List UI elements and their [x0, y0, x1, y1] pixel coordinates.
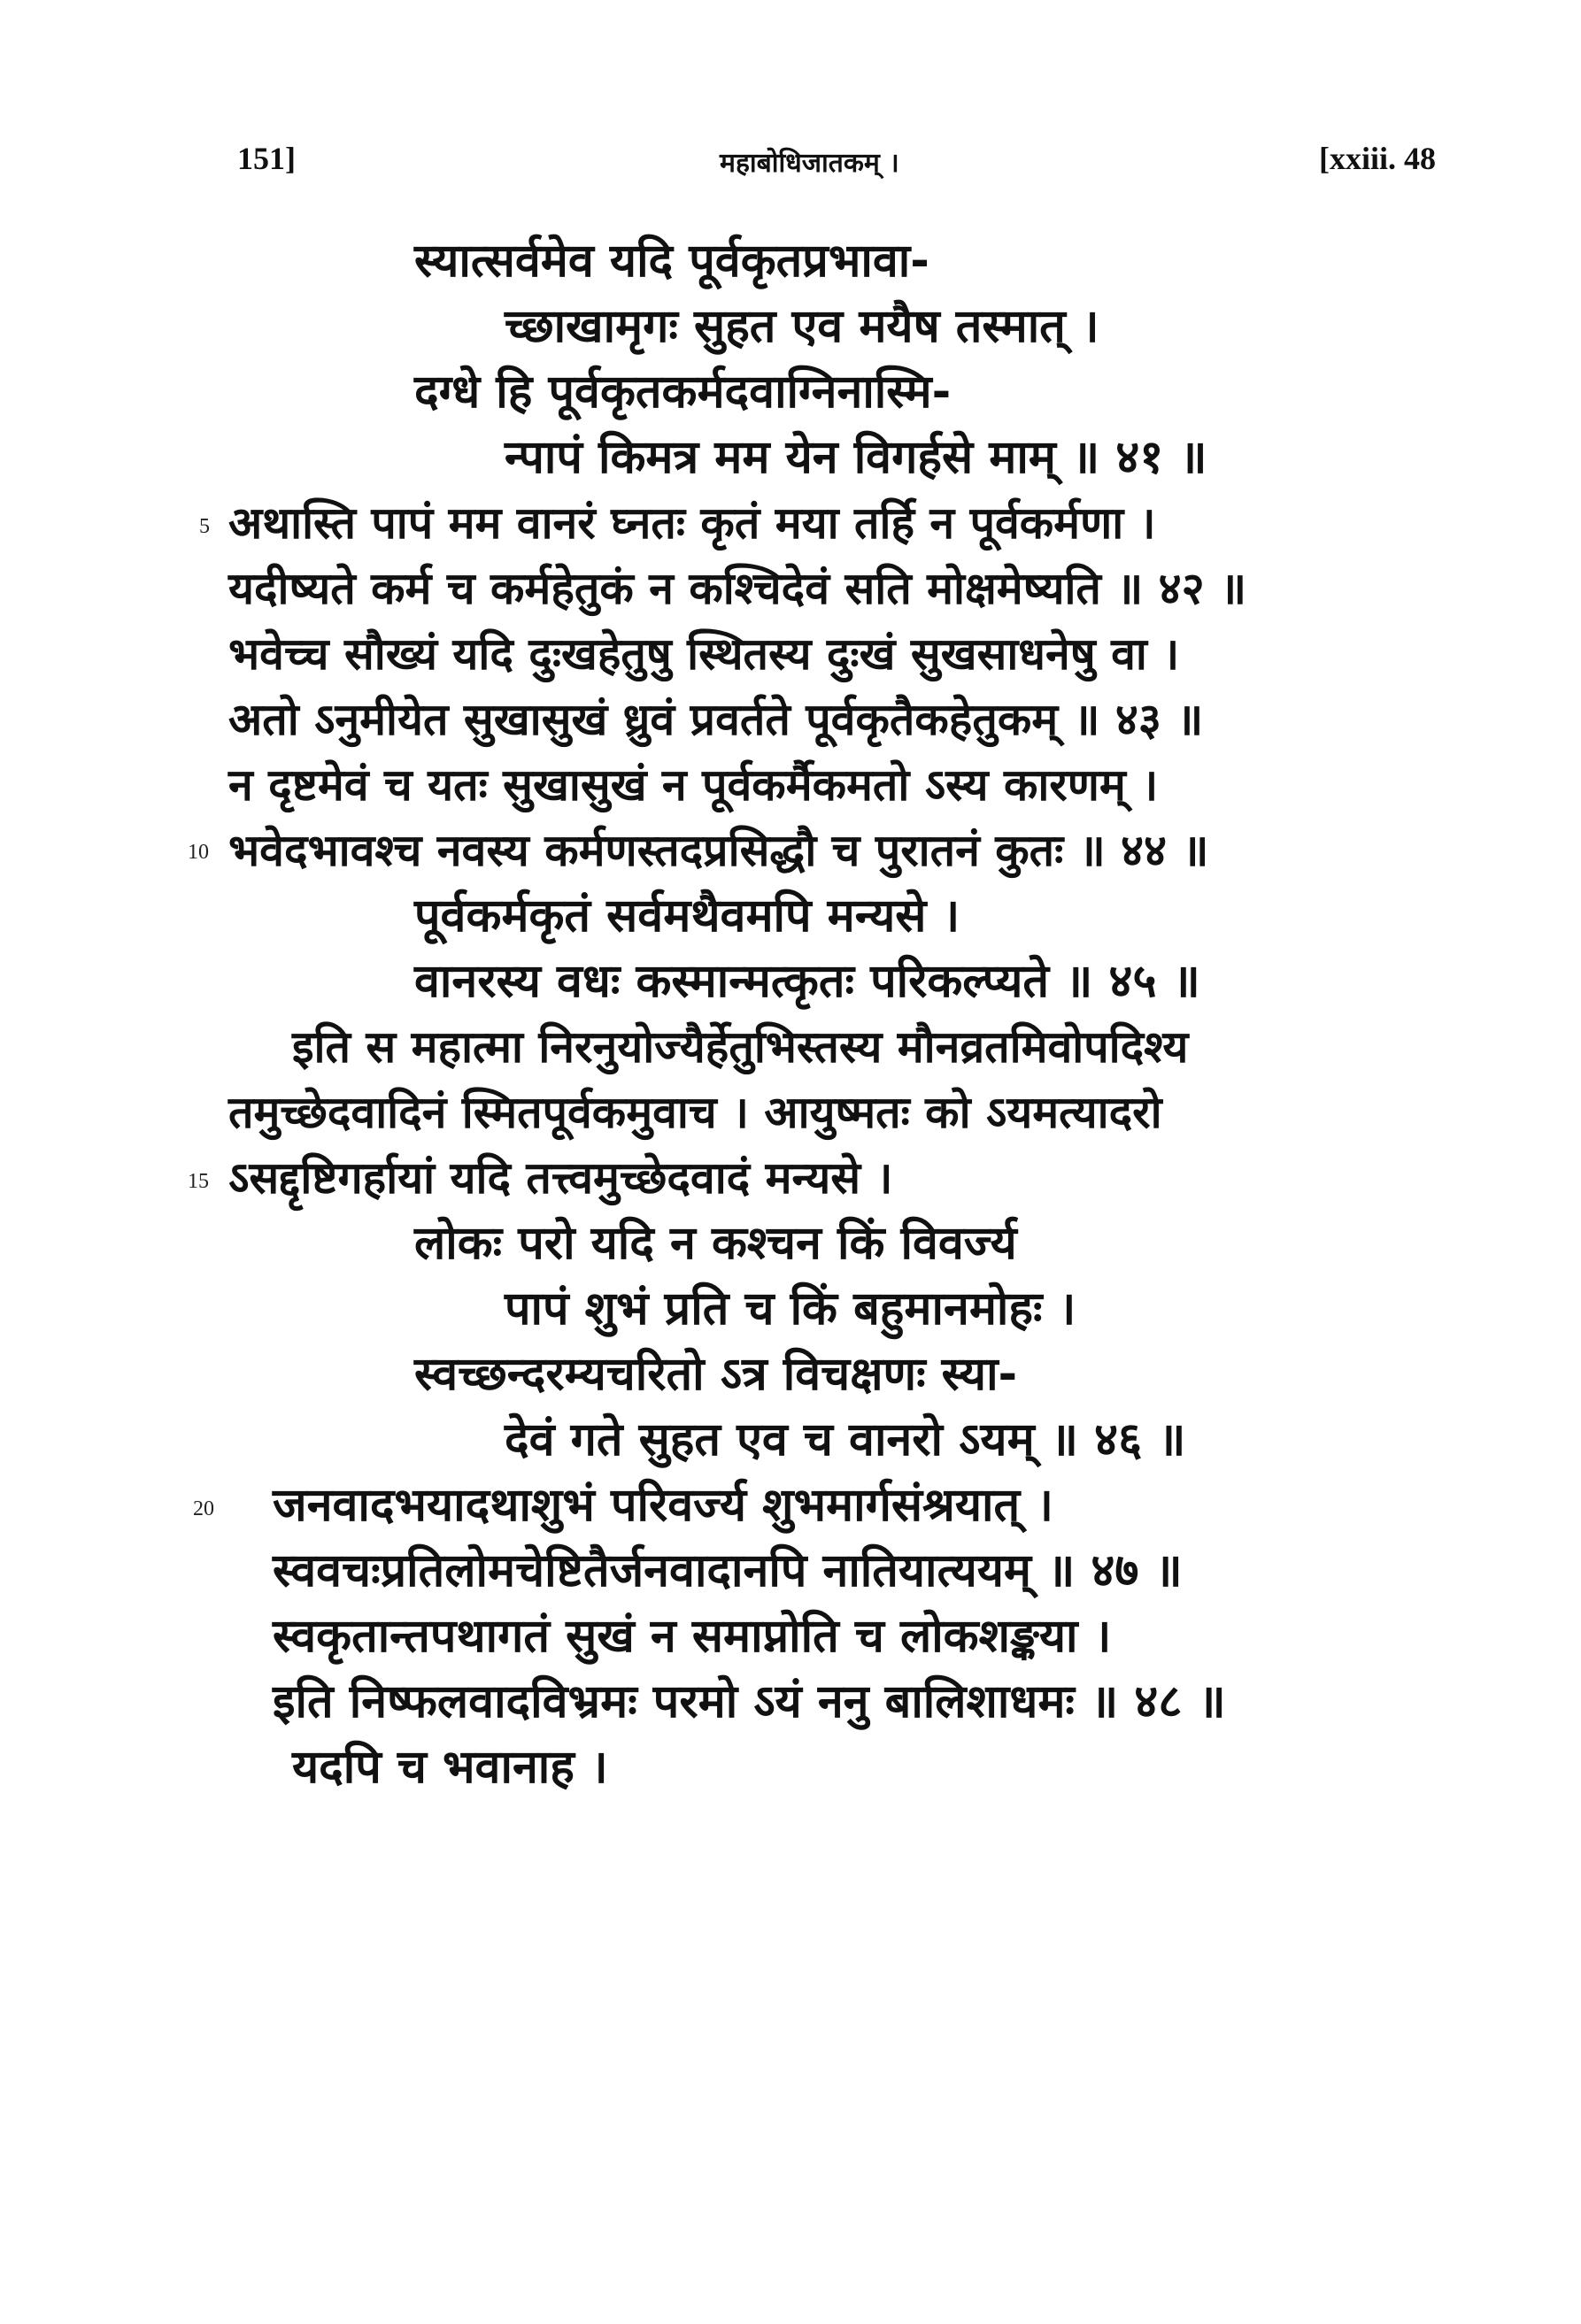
- running-title: महाबोधिजातकम् ।: [720, 148, 899, 179]
- text-line: भवेच्च सौख्यं यदि दुःखहेतुषु स्थितस्य दुःखं सुखसाधनेषु वा ।: [228, 628, 1180, 680]
- text-line: यदीष्यते कर्म च कर्महेतुकं न कश्चिदेवं सति मोक्षमेष्यति ॥ ४२ ॥: [228, 563, 1247, 614]
- text-line: अतो ऽनुमीयेत सुखासुखं ध्रुवं प्रवर्तते पूर्वकृतैकहेतुकम् ॥ ४३ ॥: [228, 694, 1204, 745]
- line-number: 20: [193, 1497, 214, 1520]
- text-line: स्यात्सर्वमेव यदि पूर्वकृतप्रभावा-: [414, 235, 929, 288]
- text-line: स्वच्छन्दरम्यचरितो ऽत्र विचक्षणः स्या-: [414, 1348, 1018, 1401]
- text-line: देवं गते सुहत एव च वानरो ऽयम् ॥ ४६ ॥: [505, 1413, 1186, 1466]
- text-line: ऽसद्दृष्टिगर्हायां यदि तत्त्वमुच्छेदवादं मन्यसे ।: [228, 1152, 893, 1204]
- text-line: तमुच्छेदवादिनं स्मितपूर्वकमुवाच । आयुष्मतः को ऽयमत्यादरो: [228, 1087, 1162, 1138]
- text-line: लोकः परो यदि न कश्चन किं विवर्ज्य: [414, 1217, 1017, 1270]
- text-line: स्ववचःप्रतिलोमचेष्टितैर्जनवादानपि नातियात्ययम् ॥ ४७ ॥: [273, 1544, 1183, 1597]
- line-number: 10: [188, 841, 209, 864]
- line-number: 5: [199, 515, 210, 538]
- text-line: न दृष्टमेवं च यतः सुखासुखं न पूर्वकर्मैकमतो ऽस्य कारणम् ।: [228, 759, 1159, 811]
- text-line: च्छाखामृगः सुहत एव मयैष तस्मात् ।: [505, 300, 1099, 353]
- section-reference: [xxiii. 48: [1319, 141, 1436, 176]
- text-line: इति निष्फलवादविभ्रमः परमो ऽयं ननु बालिशाधमः ॥ ४८ ॥: [273, 1675, 1226, 1728]
- text-line: स्वकृतान्तपथागतं सुखं न समाप्नोति च लोकशङ्कया ।: [273, 1610, 1112, 1663]
- text-line: इति स महात्मा निरनुयोज्यैर्हेतुभिस्तस्य मौनव्रतमिवोपदिश्य: [292, 1021, 1189, 1073]
- text-line: पापं शुभं प्रति च किं बहुमानमोहः ।: [505, 1282, 1076, 1335]
- text-line: जनवादभयादथाशुभं परिवर्ज्य शुभमार्गसंश्रयात् ।: [273, 1479, 1053, 1532]
- page-header: [0, 140, 1581, 193]
- text-line: वानरस्य वधः कस्मान्मत्कृतः परिकल्प्यते ॥ ४५ ॥: [414, 955, 1200, 1008]
- page-number: 151]: [237, 141, 296, 176]
- line-number: 15: [188, 1170, 209, 1193]
- text-line: पूर्वकर्मकृतं सर्वमथैवमपि मन्यसे ।: [414, 889, 960, 943]
- text-line: यदपि च भवानाह ।: [292, 1741, 608, 1794]
- text-line: भवेदभावश्च नवस्य कर्मणस्तदप्रसिद्धौ च पुरातनं कुतः ॥ ४४ ॥: [228, 825, 1209, 876]
- text-line: न्पापं किमत्र मम येन विगर्हसे माम् ॥ ४१ ॥: [505, 431, 1207, 484]
- text-line: अथास्ति पापं मम वानरं घ्नतः कृतं मया तर्हि न पूर्वकर्मणा ।: [228, 497, 1156, 549]
- text-line: दग्धे हि पूर्वकृतकर्मदवाग्निनास्मि-: [414, 366, 952, 419]
